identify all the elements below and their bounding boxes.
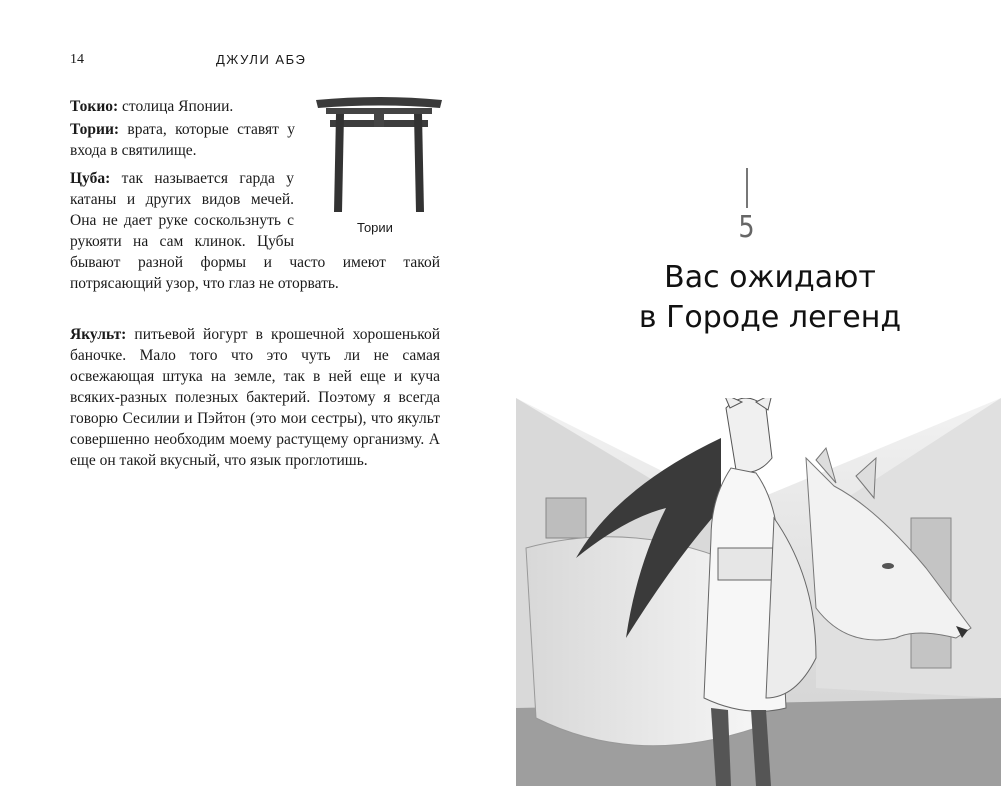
glossary-definition: столица Японии. [118,98,234,115]
glossary-definition: врата, которые ставят у входа в святилище. [70,121,295,159]
torii-caption: Тории [357,220,393,235]
glossary-term: Токио: [70,98,119,115]
glossary-definition: так называется гарда у катаны и других видов мечей. Она не дает руке соскользнуть с рукояти на сам клинок. Цубы бывают разной формы и часто имеют такой потрясающий узор, что глаз не оторвать. [70,170,440,292]
torii-gate-illustration [312,94,446,214]
chapter-title [560,258,980,338]
running-head: ДЖУЛИ АБЭ [216,52,307,67]
right-page [500,0,1001,801]
chapter-title-line-2: в Городе легенд [638,300,902,335]
glossary-term: Тории: [70,121,120,138]
glossary-term: Якульт: [70,326,127,343]
left-page [0,0,500,801]
glossary-definition: питьевой йогурт в крошечной хорошенькой баночке. Мало того что это чуть ли не самая освежающая штука на земле, так в ней еще и куча всяких-разных полезных бактерий. Поэтому я всегда говорю Сесилии и Пэйтон (это мои сестры), что якульт совершенно необходим моему растущему организму. А еще он такой вкусный, что язык проглотишь. [70,326,440,469]
glossary-entry-yakult [70,324,440,471]
chapter-number: 5 [738,210,755,245]
page-number: 14 [70,52,84,67]
glossary-entry-torii [70,119,295,161]
glossary-term: Цуба: [70,170,111,187]
kitsune-girl-illustration [516,398,1001,786]
chapter-number-mark [737,168,756,244]
chapter-title-line-1: Вас ожидают [664,260,876,295]
